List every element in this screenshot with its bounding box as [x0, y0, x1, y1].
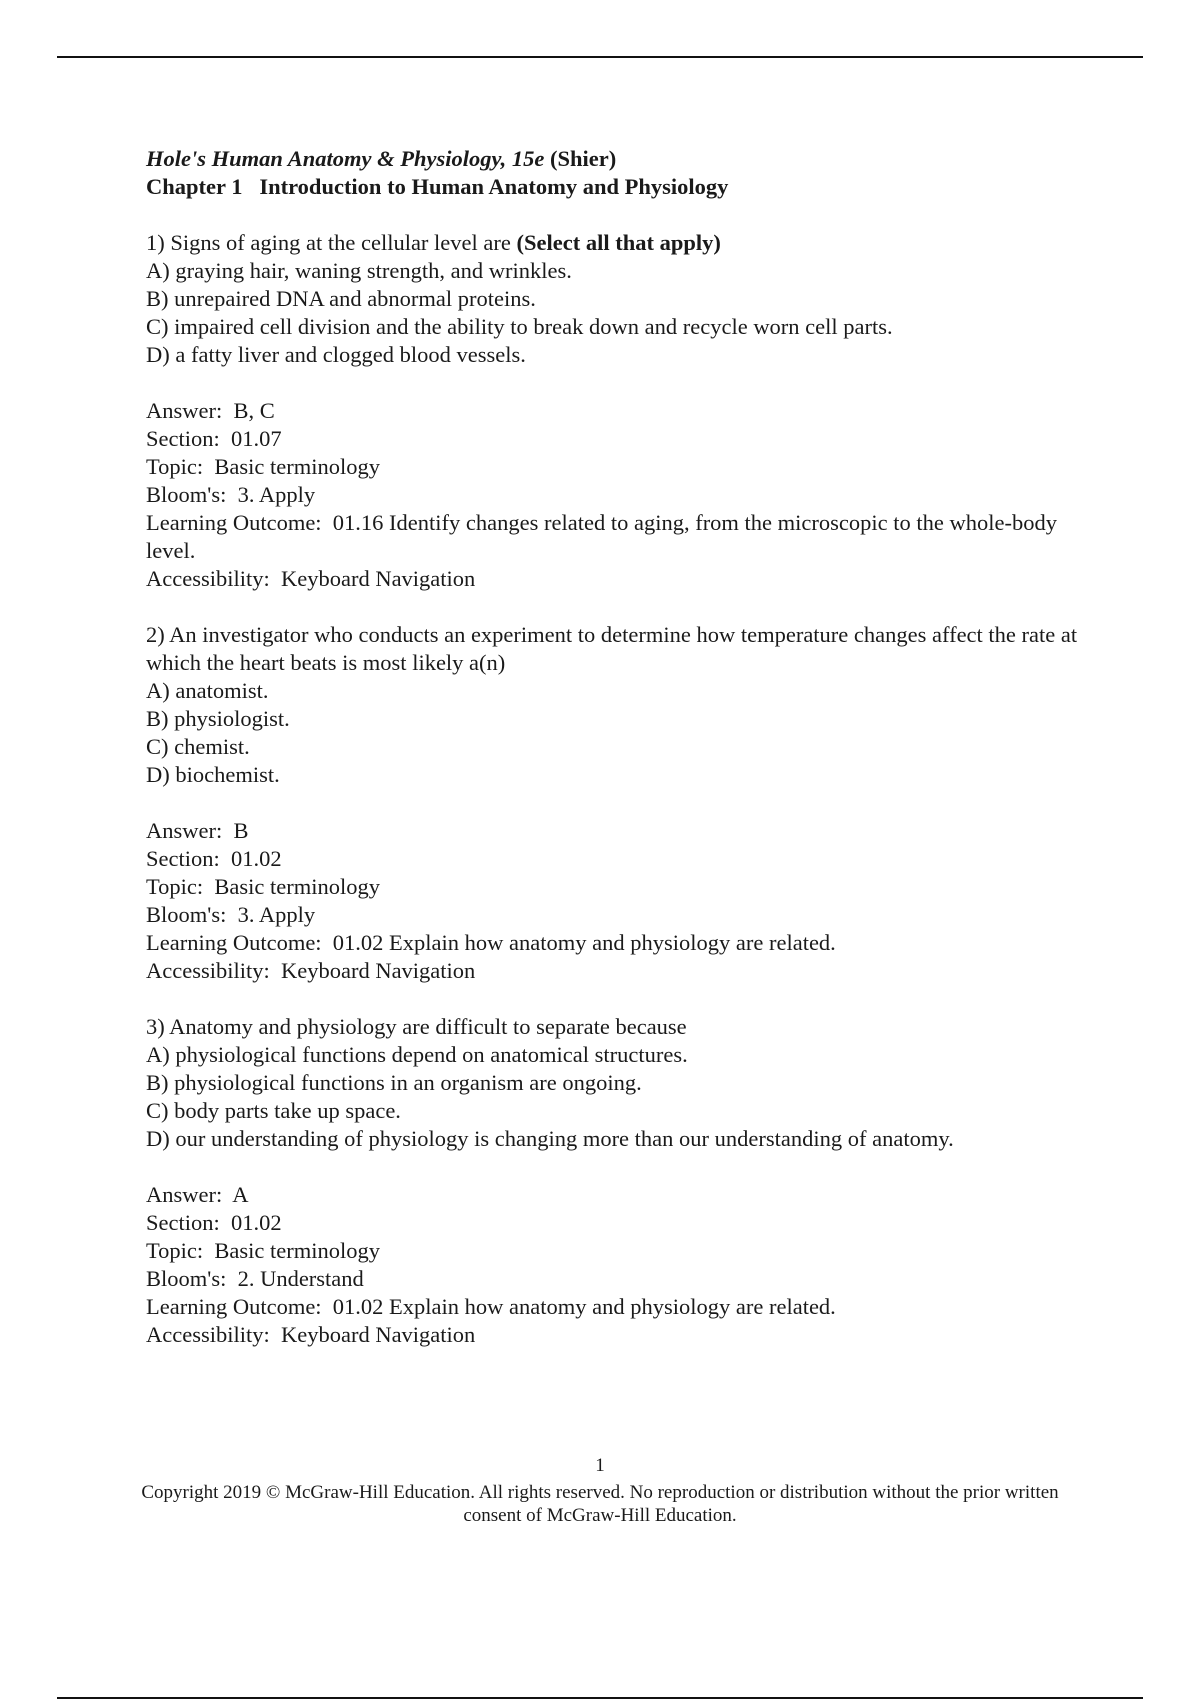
- option-c: C) impaired cell division and the ability to break down and recycle worn cell parts.: [146, 314, 893, 339]
- accessibility: Accessibility: Keyboard Navigation: [146, 958, 476, 983]
- book-author: (Shier): [544, 146, 617, 171]
- question-2: [146, 621, 1096, 985]
- copyright-notice: [0, 1481, 1200, 1527]
- bottom-rule: [57, 1697, 1143, 1699]
- book-title: Hole's Human Anatomy & Physiology, 15e: [146, 146, 545, 171]
- answer: Answer: A: [146, 1182, 249, 1207]
- page-number: 1: [595, 1455, 605, 1476]
- option-d: D) biochemist.: [146, 762, 280, 787]
- blooms: Bloom's: 3. Apply: [146, 902, 316, 927]
- blooms: Bloom's: 2. Understand: [146, 1266, 364, 1291]
- option-a: A) anatomist.: [146, 678, 269, 703]
- spacer: [146, 369, 1096, 397]
- accessibility: Accessibility: Keyboard Navigation: [146, 566, 476, 591]
- question-stem: [146, 229, 1096, 257]
- answer: Answer: B, C: [146, 398, 275, 423]
- option-c: C) body parts take up space.: [146, 1098, 401, 1123]
- book-title-line: [146, 145, 1096, 173]
- option-b: B) physiological functions in an organism are ongoing.: [146, 1070, 642, 1095]
- question-1: [146, 229, 1096, 593]
- question-stem: 2) An investigator who conducts an experiment to determine how temperature changes affect the rate at which the heart beats is most likely a(n): [146, 622, 1083, 675]
- option-b: B) physiologist.: [146, 706, 290, 731]
- answer: Answer: B: [146, 818, 249, 843]
- section: Section: 01.02: [146, 1210, 282, 1235]
- option-d: D) a fatty liver and clogged blood vessels.: [146, 342, 526, 367]
- spacer: [146, 789, 1096, 817]
- topic: Topic: Basic terminology: [146, 454, 381, 479]
- blooms: Bloom's: 3. Apply: [146, 482, 316, 507]
- question-stem: 3) Anatomy and physiology are difficult to separate because: [146, 1014, 687, 1039]
- learning-outcome: Learning Outcome: 01.02 Explain how anatomy and physiology are related.: [146, 930, 836, 955]
- section: Section: 01.07: [146, 426, 282, 451]
- topic: Topic: Basic terminology: [146, 1238, 381, 1263]
- chapter-title: Chapter 1 Introduction to Human Anatomy and Physiology: [146, 174, 729, 199]
- question-3: [146, 1013, 1096, 1349]
- spacer: [146, 985, 1096, 1013]
- spacer: [146, 201, 1096, 229]
- question-instruction: (Select all that apply): [516, 230, 721, 255]
- option-b: B) unrepaired DNA and abnormal proteins.: [146, 286, 536, 311]
- spacer: [146, 593, 1096, 621]
- learning-outcome: Learning Outcome: 01.16 Identify changes related to aging, from the microscopic to the whole-body level.: [146, 510, 1063, 563]
- option-c: C) chemist.: [146, 734, 250, 759]
- top-rule: [57, 56, 1143, 58]
- option-a: A) graying hair, waning strength, and wrinkles.: [146, 258, 572, 283]
- document-body: [146, 145, 1096, 1349]
- question-stem-text: 1) Signs of aging at the cellular level are: [146, 230, 517, 255]
- option-d: D) our understanding of physiology is changing more than our understanding of anatomy.: [146, 1126, 954, 1151]
- accessibility: Accessibility: Keyboard Navigation: [146, 1322, 476, 1347]
- spacer: [146, 1153, 1096, 1181]
- copyright-text: Copyright 2019 © McGraw-Hill Education. All rights reserved. No reproduction or distribution without the prior written consent of McGraw-Hill Education.: [141, 1482, 1059, 1526]
- section: Section: 01.02: [146, 846, 282, 871]
- topic: Topic: Basic terminology: [146, 874, 381, 899]
- option-a: A) physiological functions depend on anatomical structures.: [146, 1042, 688, 1067]
- learning-outcome: Learning Outcome: 01.02 Explain how anatomy and physiology are related.: [146, 1294, 836, 1319]
